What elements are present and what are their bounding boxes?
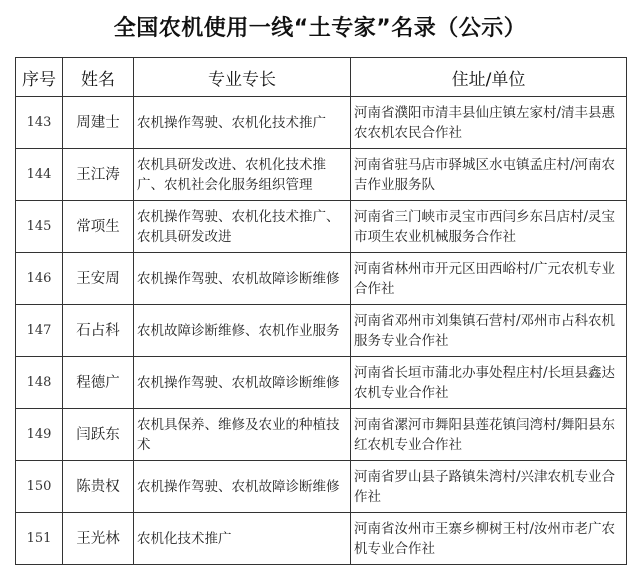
header-specialty: 专业专长 <box>134 58 351 97</box>
row-specialty: 农机故障诊断维修、农机作业服务 <box>134 305 351 357</box>
expert-table <box>15 57 627 565</box>
row-name: 石占科 <box>63 305 134 357</box>
row-address: 河南省驻马店市驿城区水屯镇孟庄村/河南农吉作业服务队 <box>351 149 627 201</box>
row-number: 146 <box>16 253 63 305</box>
row-specialty: 农机操作驾驶、农机化技术推广、农机具研发改进 <box>134 201 351 253</box>
row-address: 河南省漯河市舞阳县莲花镇闫湾村/舞阳县东红农机专业合作社 <box>351 409 627 461</box>
table-row <box>16 97 627 149</box>
next-row-partial <box>15 553 627 563</box>
row-name: 周建士 <box>63 97 134 149</box>
row-address: 河南省林州市开元区田西峪村/广元农机专业合作社 <box>351 253 627 305</box>
row-address: 河南省邓州市刘集镇石营村/邓州市占科农机服务专业合作社 <box>351 305 627 357</box>
document-title: 全国农机使用一线“土专家”名录（公示） <box>113 16 527 41</box>
row-number: 147 <box>16 305 63 357</box>
row-name: 王安周 <box>63 253 134 305</box>
row-number: 151 <box>16 513 63 565</box>
row-specialty: 农机操作驾驶、农机故障诊断维修 <box>134 253 351 305</box>
row-specialty: 农机操作驾驶、农机故障诊断维修 <box>134 461 351 513</box>
table-header-row <box>16 58 627 97</box>
table-row <box>16 409 627 461</box>
row-name: 闫跃东 <box>63 409 134 461</box>
row-name: 王光林 <box>63 513 134 565</box>
row-address: 河南省长垣市蒲北办事处程庄村/长垣县鑫达农机专业合作社 <box>351 357 627 409</box>
row-name: 陈贵权 <box>63 461 134 513</box>
row-address: 河南省汝州市王寨乡柳树王村/汝州市老广农机专业合作社 <box>351 513 627 565</box>
table-row <box>16 305 627 357</box>
row-specialty: 农机操作驾驶、农机化技术推广 <box>134 97 351 149</box>
row-number: 145 <box>16 201 63 253</box>
row-number: 144 <box>16 149 63 201</box>
row-name: 程德广 <box>63 357 134 409</box>
row-number: 150 <box>16 461 63 513</box>
table-row <box>16 461 627 513</box>
table-row <box>16 253 627 305</box>
row-specialty: 农机操作驾驶、农机故障诊断维修 <box>134 357 351 409</box>
row-specialty: 农机化技术推广 <box>134 513 351 565</box>
row-number: 143 <box>16 97 63 149</box>
row-number: 148 <box>16 357 63 409</box>
table-row <box>16 149 627 201</box>
table-row <box>16 357 627 409</box>
row-name: 常项生 <box>63 201 134 253</box>
header-name: 姓名 <box>63 58 134 97</box>
row-address: 河南省濮阳市清丰县仙庄镇左家村/清丰县惠农农机农民合作社 <box>351 97 627 149</box>
row-specialty: 农机具研发改进、农机化技术推广、农机社会化服务组织管理 <box>134 149 351 201</box>
table-row <box>16 201 627 253</box>
header-address: 住址/单位 <box>351 58 627 97</box>
row-address: 河南省三门峡市灵宝市西闫乡东吕店村/灵宝市项生农业机械服务合作社 <box>351 201 627 253</box>
header-number: 序号 <box>16 58 63 97</box>
row-specialty: 农机具保养、维修及农业的种植技术 <box>134 409 351 461</box>
row-number: 149 <box>16 409 63 461</box>
row-name: 王江涛 <box>63 149 134 201</box>
row-address: 河南省罗山县子路镇朱湾村/兴津农机专业合作社 <box>351 461 627 513</box>
